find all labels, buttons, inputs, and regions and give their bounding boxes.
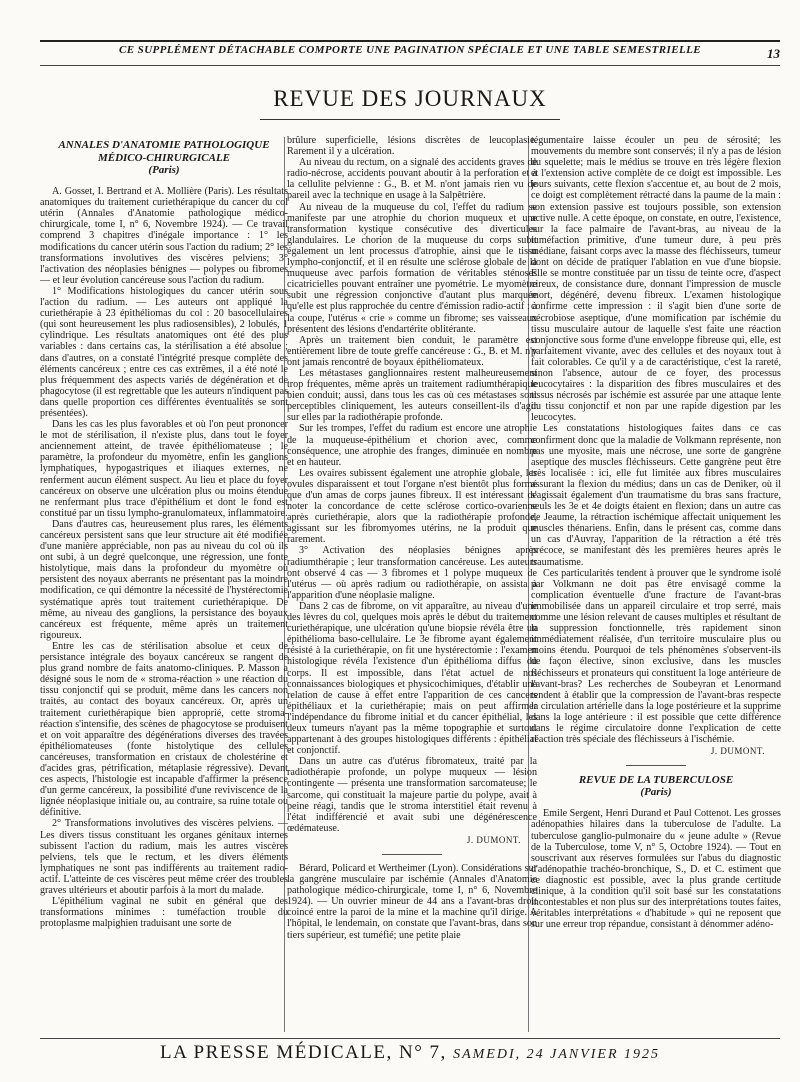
paragraph: Sur les trompes, l'effet du radium est encore une atrophie de la muqueuse-épithélium et chorion avec, comme conséquence, une atrophie des franges, diminuée en nombre et en hauteur.: [287, 423, 537, 468]
paragraph: Dans les cas les plus favorables et où l'on peut prononcer le mot de stérilisation, il n'existe plus, dans tout le foyer anciennement atteint, de travée épithéliomateuse ; le paramètre, la profondeur du myomètre, enfin les ganglions lymphatiques, hypogastriques et iliaques externes, ne renferment aucun élément suspect. Au lieu et place du foyer cancéreux on observe une ulcération plus ou moins étendue ne renfermant plus trace d'épithélium et dont le fond est constitué par un tissu lympho-granulomateux, inflammatoire.: [40, 419, 288, 519]
section-heading: REVUE DE LA TUBERCULOSE: [578, 774, 734, 787]
signature: J. DUMONT.: [466, 834, 521, 845]
separator: [626, 765, 686, 766]
paragraph: 3° Activation des néoplasies bénignes après radiumthérapie ; leur transformation cancéreuse. Les auteurs ont observé 4 cas — 3 fibromes et 1 polype muqueux de l'utérus — où après radium ou radiothérapie, on assista à l'apparition d'une néoplasie maligne.: [287, 545, 537, 601]
separator: [382, 854, 442, 855]
footer: [40, 1042, 780, 1066]
paragraph: Dans 2 cas de fibrome, on vit apparaître, au niveau d'une des lèvres du col, quelques mois après le début du traitement curiethérapique, une ulcération qu'une biopsie révéla être un épithélioma baso-cellulaire. Le 3e fibrome ayant également résisté à la curiethérapie, on fit une hystérectomie : l'examen histologique révéla l'existence d'un épithélioma diffus du corps. Il est impossible, dans l'état actuel de nos connaissances biologiques et physicochimiques, d'établir une relation de cause à effet entre l'apparition de ces cancers épithéliaux et la curiethérapie; mais on peut affirmer l'indépendance du fibrome initial et du cancer épithélial, les deux tumeurs n'ayant pas la même topographie et surtout appartenant à des groupes histologiques différents : épithélial et conjonctif.: [287, 600, 537, 757]
title-rule: [260, 119, 560, 120]
paragraph: 1° Modifications histologiques du cancer utérin sous l'action du radium. — Les auteurs ont appliqué la curiethérapie à 23 épithéliomas du col : 20 basocellulaires (qui sont heureusement les plus radiosensibles), 2 lobulés, 1 cylindrique. Les résultats anatomiques ont été des plus variables : dans certains cas, la stérilisation a été absolue ; dans d'autres, on a constaté l'intégrité presque complète des éléments cancéreux ; entre ces cas extrêmes, il a été noté le plus fréquemment des aspects variés de dégénération et de phagocytose (il est regrettable que les auteurs n'indiquent pas dans quelle proportion ces différentes éventualités se sont présentées).: [40, 285, 288, 419]
column-2: [287, 135, 537, 1035]
section-heading: ANNALES D'ANATOMIE PATHOLOGIQUE MÉDICO-CHIRURGICALE: [58, 139, 270, 164]
paragraph: Dans d'autres cas, heureusement plus rares, les éléments cancéreux persistent sans que leur structure ait été modifiée d'une manière appréciable, non pas au niveau du col où ils ont subi, à un degré quelconque, une régression, une fonte histolytique, mais dans la profondeur du myomètre où persistent des noyaux aberrants ne présentant pas la moindre modification, ce qui démontre la nécessité de l'hystérectomie systématique après tout traitement curiethérapique. De même, au niveau des ganglions, la persistance des boyaux cancéreux est fréquente, même après un traitement rigoureux.: [40, 518, 288, 641]
paragraph: Au niveau du rectum, on a signalé des accidents graves de radio-nécrose, accidents pouvant aboutir à la perforation et à la cellulite pelvienne : G., B. et M. n'ont jamais rien vu de pareil avec la technique en usage à la Salpêtrière.: [287, 157, 537, 202]
paragraph: Ces particularités tendent à prouver que le syndrome isolé par Volkmann ne doit pas être envisagé comme la complication éventuelle d'une fracture de l'avant-bras immobilisée dans un appareil circulaire et trop serré, mais comme une lésion relevant de causes multiples et résultant de la suppression fonctionnelle, très rapidement sinon immédiatement réalisée, d'un territoire musculaire plus ou moins étendu. Pourquoi de tels phénomènes s'observent-ils de façon élective, sinon exclusive, dans les muscles fléchisseurs et pronateurs qui constituent la loge antérieure de l'avant-bras? Les recherches de Soubeyran et Lenormand tendent à établir que la compression de l'avant-bras respecte la circulation artérielle dans la loge postérieure et la supprime dans la loge antérieure : il est possible que cette différence dans le régime circulatoire donne l'explication de cette réaction très spéciale des fléchisseurs à l'ischémie.: [531, 567, 781, 746]
page-title: REVUE DES JOURNAUX: [273, 86, 547, 111]
paragraph: 2° Transformations involutives des viscères pelviens. — Les divers tissus constituant les organes génitaux internes subissent l'action du radium, mais les autres viscères pelviens, tels que le rectum, et les divers éléments lymphatiques ne sont pas indifférents au traitement radio-actif. L'atteinte de ces viscères peut même créer des troubles graves ultérieurs et aboutir parfois à la mort du malade.: [40, 818, 288, 896]
paragraph: A. Gosset, I. Bertrand et A. Mollière (Paris). Les résultats anatomiques du traitement curiethérapique du cancer du col utérin (Annales d'Anatomie pathologique médico-chirurgicale, tome I, n° 6, Novembre 1924). — Ce travail comprend 3 chapitres d'inégale importance : 1° les modifications du cancer utérin sous l'action du radium; 2° les transformations involutives des viscères pelviens; 3° l'activation des néoplasies bénignes — polypes ou fibromes — et leur évolution cancéreuse sous l'action du radium.: [40, 186, 288, 286]
paragraph: brûlure superficielle, lésions discrètes de leucoplasie. Rarement il y a ulcération.: [287, 135, 537, 158]
column-3: [531, 135, 781, 1035]
section-place: (Paris): [148, 164, 180, 176]
paragraph: Dans un autre cas d'utérus fibromateux, traité par la radiothérapie profonde, un polype muqueux — lésion contingente — présenta une transformation sarcomateuse; le sarcome, qui constituait la majeure partie du polype, avait à peine réagi, tandis que le stroma interstitiel était revenu à l'état indifférencié et avait subi une dégénérescence œdémateuse.: [287, 756, 537, 834]
top-rule: [40, 40, 780, 42]
footer-rule: [40, 1038, 780, 1039]
paragraph: Emile Sergent, Henri Durand et Paul Cottenot. Les grosses adénopathies hilaires dans la tuberculose de l'adulte. La tuberculose ganglio-pulmonaire du « jeune adulte » (Revue de la Tuberculose, tome V, n° 5, Octobre 1924). — Tout en souscrivant aux réserves formulées sur l'abus du diagnostic d'adénopathie trachéo-bronchique, S., D. et C. estiment que ce diagnostic est possible, avec la plus grande certitude clinique, à la condition qu'il soit basé sur les constatations incontestables et non plus sur des interprétations toutes faites, véritables interprétations « d'habitude » qui ne reposent que sur une erreur trop répandue, consistant à dénommer adéno-: [531, 808, 781, 931]
paragraph: Bérard, Policard et Wertheimer (Lyon). Considérations sur la gangrène musculaire par ischémie (Annales d'Anatomie pathologique médico-chirurgicale, tome I, n° 6, Novembre 1924). — Un ouvrier mineur de 44 ans a l'avant-bras droit coincé entre la paroi de la mine et la machine qu'il dirige. A l'hôpital, le lendemain, on constate que l'avant-bras, dans son tiers supérieur, est tuméfié; une petite plaie: [287, 863, 537, 941]
paragraph: tégumentaire laisse écouler un peu de sérosité; les mouvements du membre sont conservés; il n'y a pas de lésion du squelette; mais le médius se trouve en très légère flexion et l'extension active complète de ce doigt est impossible. Les jours suivants, cette flexion s'accentue et, au bout de 2 mois, ce doigt est complètement rétracté dans la paume de la main : son extension passive est toujours possible, son extension active nulle. A cette époque, on constate, en outre, l'existence, sur la face palmaire de l'avant-bras, au niveau de la tuméfaction primitive, d'une tumeur dure, à peu près médiane, faisant corps avec la masse des fléchisseurs, tumeur dont on décide de pratiquer l'ablation en vue d'une biopsie. Elle se montre constituée par un tissu de teinte ocre, d'aspect cireux, de consistance dure, donnant l'impression de muscle mort, dégénéré, devenu fibreux. L'examen histologique confirme cette impression : il s'agit bien d'une sorte de nécrobiose aseptique, d'une momification par ischémie du tissu musculaire autour de laquelle s'est faite une réaction conjonctive sous forme d'une enveloppe fibreuse qui, elle, est parfaitement vivante, avec des cellules et des noyaux tout à fait colorables. Ce qu'il y a de caractéristique, c'est la rareté, sinon l'absence, autour de ce foyer, des processus leucocytaires : la disparition des fibres musculaires et des tissus nécrosés par ischémie est assurée par une attaque lente du tissu conjonctif et non par une rapide digestion par les leucocytes.: [531, 135, 781, 424]
paragraph: L'épithélium vaginal ne subit en général que des transformations minimes : tuméfaction trouble du protoplasme malpighien traduisant une sorte de: [40, 896, 288, 930]
footer-date: SAMEDI, 24 JANVIER 1925: [453, 1047, 661, 1062]
signature: J. DUMONT.: [710, 746, 765, 757]
paragraph: Au niveau de la muqueuse du col, l'effet du radium se manifeste par une atrophie du chorion muqueux et une transformation kystique consécutive des diverticules glandulaires. Le chorion de la muqueuse du corps subit également un lent processus d'atrophie, ainsi que le tissu lympho-conjonctif, et il en résulte une sclérose globale de la muqueuse avec parfois formation de véritables sténoses cicatricielles pouvant entraîner une pyométrie. Le myomètre subit une régression conjonctive d'autant plus marquée qu'elle est plus rapprochée du centre d'émission radio-actif : à la coupe, l'utérus « crie » comme un fibrome; ses vaisseaux présentent des lésions d'endartérite oblitérante.: [287, 201, 537, 335]
section-place: (Paris): [640, 786, 672, 799]
header-rule: [40, 65, 780, 66]
page-number: 13: [767, 46, 780, 61]
paragraph: Les constatations histologiques faites dans ce cas confirment donc que la maladie de Volkmann représente, non pas une myosite, mais une nécrose, une sorte de gangrène aseptique des muscles fléchisseurs. Cette gangrène peut être très localisée : ici, elle fut limitée aux fibres musculaires assurant la flexion du médius; dans un cas de Deniker, où il s'agissait également d'un traumatisme du bras sans fracture, seuls les 3e et 4e doigts étaient en flexion; dans un autre cas de Jeaume, la rétraction ischémique affectait uniquement les muscles thénariens. Enfin, dans le présent cas, comme dans un cas d'Auvray, l'apparition de la rétraction a été très précoce, se manifestant dès les premières heures après le traumatisme.: [531, 423, 781, 568]
column-1: [40, 135, 288, 1035]
paragraph: Les ovaires subissent également une atrophie globale, les ovules disparaissent et tout l'organe n'est bientôt plus formé que d'un amas de corps jaunes fibreux. Il est intéressant de noter la concordance de cette sclérose cortico-ovarienne après curiethérapie, alors que la radiothérapie profonde, agissant sur les fibromyomes utérins, ne la produit que rarement.: [287, 467, 537, 546]
supplement-notice: CE SUPPLÉMENT DÉTACHABLE COMPORTE UNE PAGINATION SPÉCIALE ET UNE TABLE SEMESTRIELLE: [119, 44, 701, 56]
paragraph: Entre les cas de stérilisation absolue et ceux de persistance intégrale des boyaux cancéreux se rangent de plus grand nombre de faits anatomo-cliniques. P. Masson a désigné sous le nom de « stroma-réaction » une réaction du tissu conjonctif qui se produit, même dans les cancers non traités, au contact des boyaux cancéreux. Or, après un traitement curiethérapique bien approprié, cette stroma-réaction s'intensifie, des scènes de phagocytose se produisent et on voit apparaître des dégénérations diverses des travées épithéliomateuses (fonte histolytique des cellules cancéreuses, transformation en cristaux de cholestérine et d'acides gras, pétrification, métaplasie régressive). Devant ces aspects, l'histologie est incapable d'affirmer la présence d'un germe cancéreux, la possibilité d'une reviviscence de la lignée néoplasique initiale ou, au contraire, sa ruine totale ou définitive.: [40, 640, 288, 819]
footer-journal: LA PRESSE MÉDICALE, N° 7,: [159, 1042, 447, 1063]
paragraph: Les métastases ganglionnaires restent malheureusement trop fréquentes, même après un traitement radiumthérapique bien conduit; aussi, dans tous les cas où ces métastases sont perceptibles cliniquement, les auteurs conseillent-ils d'agir sur elles par la radiothérapie profonde.: [287, 367, 537, 424]
paragraph: Après un traitement bien conduit, le paramètre est entièrement libre de toute greffe cancéreuse : G., B. et M. n'y ont jamais rencontré de boyaux épithéliomateux.: [287, 334, 537, 368]
